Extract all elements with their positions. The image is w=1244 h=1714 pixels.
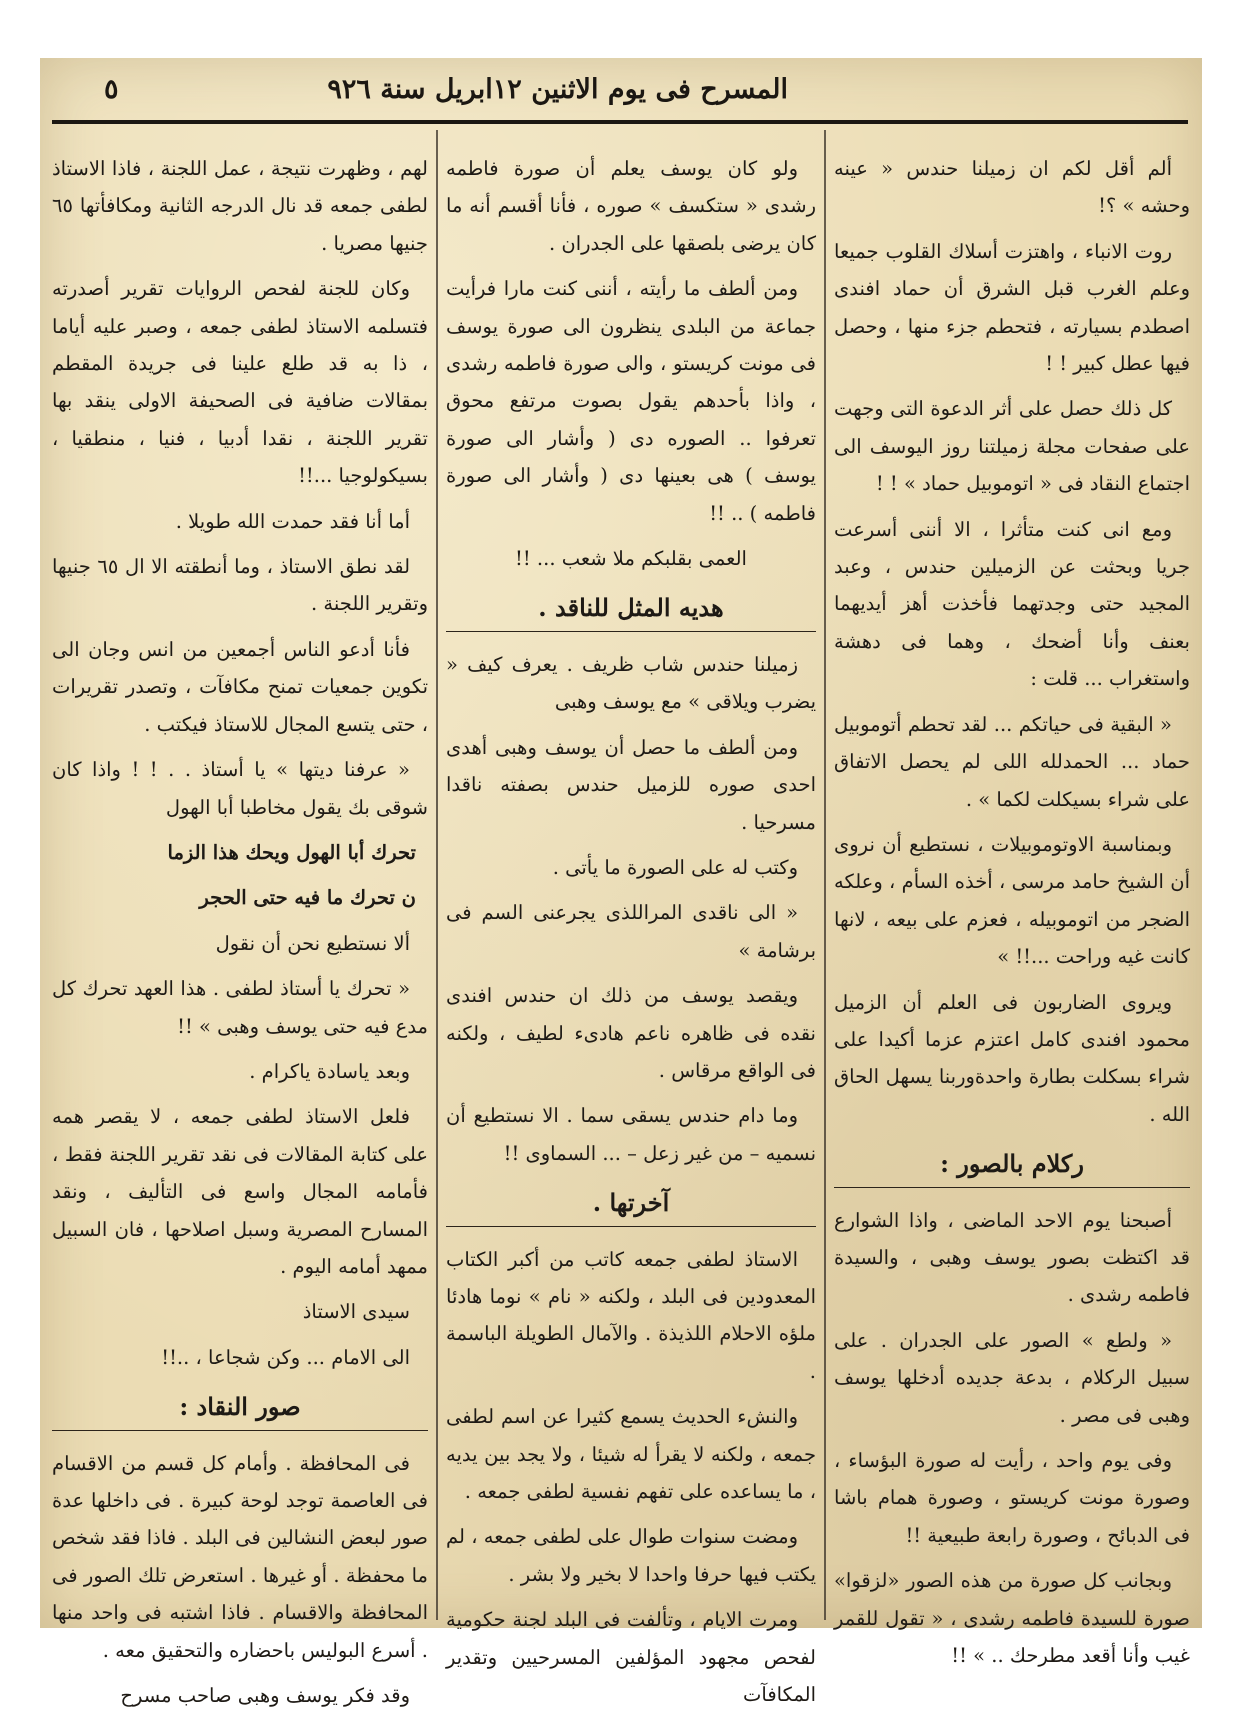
paragraph: « ولطع » الصور على الجدران . على سبيل الركلام ، بدعة جديده أدخلها يوسف وهبى فى مصر . <box>834 1328 1190 1427</box>
paragraph: زميلنا حندس شاب ظريف . يعرف كيف « يضرب ويلاقى » مع يوسف وهبى <box>446 652 816 714</box>
section-heading: ركلام بالصور : <box>834 1141 1190 1187</box>
paragraph: الاستاذ لطفى جمعه كاتب من أكبر الكتاب المعدودين فى البلد ، ولكنه « نام » نوما هادئا ملؤه الاحلام اللذيذة . والآمال الطويلة الباسمة . <box>446 1247 816 1383</box>
paragraph: ألا نستطيع نحن أن نقول <box>215 931 410 955</box>
page-title: المسرح فى يوم الاثنين ١٢ابريل سنة ٩٢٦ <box>327 74 788 105</box>
paragraph: لهم ، وظهرت نتيجة ، عمل اللجنة ، فاذا الاستاذ لطفى جمعه قد نال الدرجه الثانية ومكافأتها ٦٥ جنيها مصريا . <box>52 157 428 255</box>
paragraph: وبعد ياسادة ياكرام . <box>249 1059 410 1083</box>
paragraph: « عرفنا ديتها » يا أستاذ . . ! ! واذا كان شوقى بك يقول مخاطبا أبا الهول <box>52 758 428 819</box>
paragraph: لقد نطق الاستاذ ، وما أنطقته الا ال ٦٥ جنيها وتقرير اللجنة . <box>52 555 428 616</box>
paragraph: سيدى الاستاذ <box>302 1300 410 1324</box>
paragraph: كل ذلك حصل على أثر الدعوة التى وجهت على صفحات مجلة زميلتنا روز اليوسف الى اجتماع النقاد فى « اتوموبيل حماد » ! ! <box>834 397 1190 496</box>
section-heading: هديه المثل للناقد . <box>446 585 816 631</box>
header-rule <box>52 120 1188 124</box>
paragraph: ولو كان يوسف يعلم أن صورة فاطمه رشدى « ستكسف » صوره ، فأنا أقسم أنه ما كان يرضى بلصقها على الجدران . <box>446 157 816 255</box>
poem-line: ن تحرك ما فيه حتى الحجر <box>199 886 416 910</box>
paragraph: وما دام حندس يسقى سما . الا نستطيع أن نسميه – من غير زعل – ... السماوى !! <box>446 1104 816 1165</box>
paragraph: ويقصد يوسف من ذلك ان حندس افندى نقده فى ظاهره ناعم هادىء لطيف ، ولكنه فى الواقع مرقاس . <box>446 984 816 1082</box>
column-right <box>834 150 1190 1668</box>
paragraph: وكتب له على الصورة ما يأتى . <box>552 855 798 879</box>
paragraph: الى الامام ... وكن شجاعا ، ..!! <box>161 1345 410 1369</box>
paragraph: فى المحافظة . وأمام كل قسم من الاقسام فى العاصمة توجد لوحة كبيرة . فى داخلها عدة صور لبعض النشالين فى البلد . فاذا فقد شخص ما محفظة . أو غيرها . استعرض تلك الصور فى المحافظة والاقسام . فاذا اشتبه فى واحد منها . أسرع البوليس باحضاره والتحقيق معه . <box>52 1451 428 1662</box>
paragraph: أما أنا فقد حمدت الله طويلا . <box>175 509 410 533</box>
paragraph: ألم أقل لكم ان زميلنا حندس « عينه وحشه » ؟! <box>834 157 1190 218</box>
paragraph: ومرت الايام ، وتألفت فى البلد لجنة حكومية لفحص مجهود المؤلفين المسرحيين وتقدير المكافآت <box>446 1608 816 1707</box>
paragraph: وكان للجنة لفحص الروايات تقرير أصدرته فتسلمه الاستاذ لطفى جمعه ، وصبر عليه أياما ، ذا به قد طلع علينا فى جريدة المقطم بمقالات ضافية فى الصحيفة الاولى ينقد بها تقرير اللجنة ، نقدا أدبيا ، فنيا ، منطقيا ، بسيكولوجيا ...!! <box>52 277 428 488</box>
page-number: ٥ <box>104 74 119 105</box>
paragraph: ومع انى كنت متأثرا ، الا أننى أسرعت جريا وبحثت عن الزميلين حندس ، وعبد المجيد حتى وجدتهما فأخذت أهز أيديهما بعنف وأنا أضحك ، وهما فى دهشة واستغراب ... قلت : <box>834 517 1190 691</box>
page-header <box>52 70 1188 118</box>
section-heading: آخرتها . <box>446 1180 816 1226</box>
paragraph: فأنا أدعو الناس أجمعين من انس وجان الى تكوين جمعيات تمنح مكافآت ، وتصدر تقريرات ، حتى يتسع المجال للاستاذ فيكتب . <box>52 637 428 736</box>
paragraph: « الى ناقدى المراللذى يجرعنى السم فى برشامة » <box>446 901 816 962</box>
column-left <box>52 150 428 1708</box>
paragraph: « تحرك يا أستاذ لطفى . هذا العهد تحرك كل مدع فيه حتى يوسف وهبى » !! <box>52 977 428 1038</box>
paragraph: ومن ألطف ما رأيته ، أننى كنت مارا فرأيت جماعة من البلدى ينظرون الى صورة يوسف فى مونت كريستو ، والى صورة فاطمه رشدى ، واذا بأحدهم يقول بصوت مرتفع محوق تعرفوا .. الصوره دى ( وأشار الى صورة يوسف ) هى بعينها دى ( وأشار الى صورة فاطمه ) .. !! <box>446 277 816 525</box>
paragraph: العمى بقلبكم ملا شعب ... !! <box>515 547 747 571</box>
column-divider-left <box>436 130 438 1620</box>
paragraph: روت الانباء ، واهتزت أسلاك القلوب جميعا وعلم الغرب قبل الشرق أن حماد افندى اصطدم بسيارته ، فتحطم جزء منها ، وحصل فيها عطل كبير ! ! <box>834 239 1190 376</box>
section-heading: صور النقاد : <box>52 1384 428 1430</box>
column-divider-right <box>824 130 826 1620</box>
poem-line: تحرك أبا الهول ويحك هذا الزما <box>167 840 416 864</box>
paragraph: « البقية فى حياتكم ... لقد تحطم أتوموبيل حماد ... الحمدلله اللى لم يحصل الاتفاق على شراء بسيكلت لكما » . <box>834 712 1190 811</box>
paragraph: وقد فكر يوسف وهبى صاحب مسرح <box>120 1684 410 1708</box>
paragraph: ويروى الضاربون فى العلم أن الزميل محمود افندى كامل اعتزم عزما أكيدا على شراء بسكلت بطارة واحدةوربنا يسهل الحاق الله . <box>834 990 1190 1126</box>
paragraph: فلعل الاستاذ لطفى جمعه ، لا يقصر همه على كتابة المقالات فى نقد تقرير اللجنة فقط ، فأمامه المجال واسع فى التأليف ، ونقد المسارح المصرية وسبل اصلاحها ، فان السبيل ممهد أمامه اليوم . <box>52 1105 428 1278</box>
paragraph: والنشء الحديث يسمع كثيرا عن اسم لطفى جمعه ، ولكنه لا يقرأ له شيئا ، ولا يجد بين يديه ، ما يساعده على تفهم نفسية لطفى جمعه . <box>446 1405 816 1503</box>
paragraph: ومن ألطف ما حصل أن يوسف وهبى أهدى احدى صوره للزميل حندس بصفته ناقدا مسرحيا . <box>446 735 816 834</box>
paragraph: وبجانب كل صورة من هذه الصور «لزقوا» صورة للسيدة فاطمه رشدى ، « تقول للقمر غيب وأنا أقعد مطرحك .. » !! <box>834 1569 1190 1668</box>
paragraph: ومضت سنوات طوال على لطفى جمعه ، لم يكتب فيها حرفا واحدا لا بخير ولا بشر . <box>446 1525 816 1586</box>
paragraph: أصبحنا يوم الاحد الماضى ، واذا الشوارع قد اكتظت بصور يوسف وهبى ، والسيدة فاطمه رشدى . <box>834 1208 1190 1307</box>
paragraph: وبمناسبة الاوتوموبيلات ، نستطيع أن نروى أن الشيخ حامد مرسى ، أخذه السأم ، وعلكه الضجر من اتوموبيله ، فعزم على بيعه ، لانها كانت غيه وراحت ...!! » <box>834 832 1190 969</box>
column-middle <box>446 150 816 1707</box>
paragraph: وفى يوم واحد ، رأيت له صورة البؤساء ، وصورة مونت كريستو ، وصورة همام باشا فى الدبائح ، وصورة رابعة طبيعية !! <box>834 1449 1190 1547</box>
